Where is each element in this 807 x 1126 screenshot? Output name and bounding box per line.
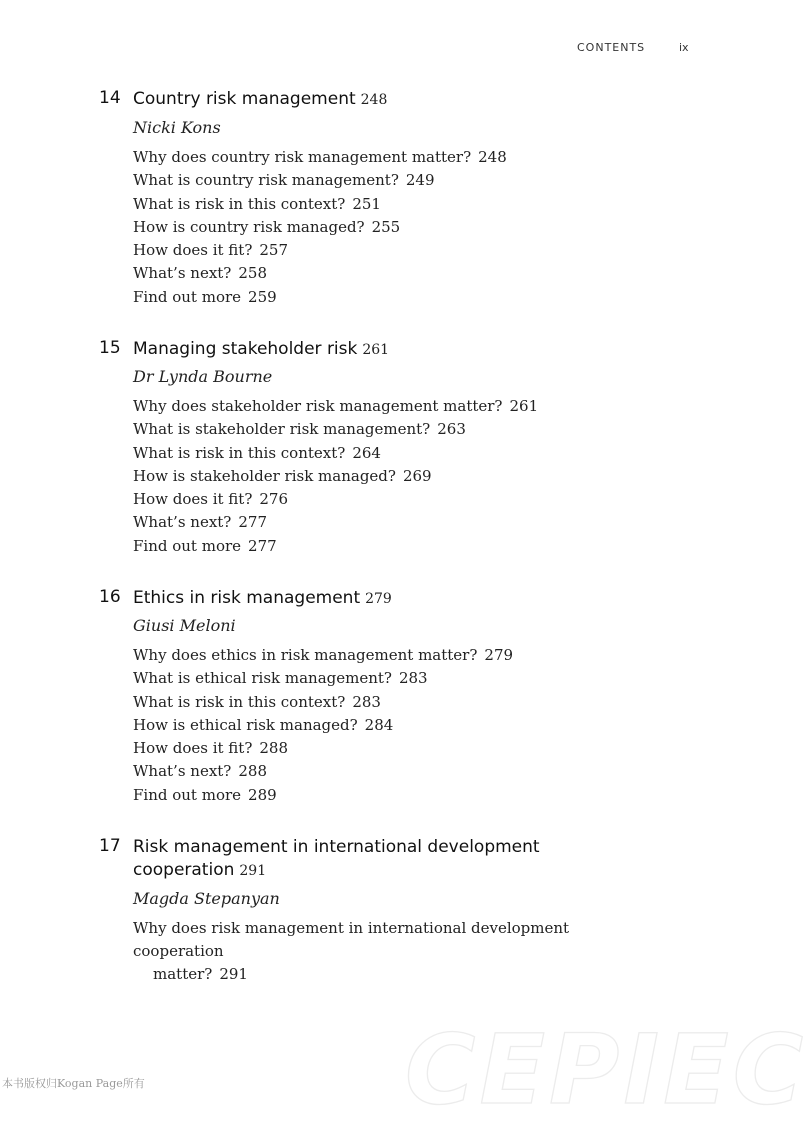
section-entry — [133, 146, 653, 169]
section-entry — [133, 395, 653, 418]
page-number: ix — [679, 41, 689, 54]
section-page: 288 — [238, 762, 267, 781]
section-page: 277 — [238, 513, 267, 532]
section-entry — [133, 760, 653, 783]
section-list — [133, 146, 653, 309]
section-entry — [133, 262, 653, 285]
section-page: 261 — [509, 397, 539, 415]
chapter-title-line-2: cooperation — [133, 860, 235, 880]
section-entry — [133, 667, 653, 690]
section-page: 288 — [259, 739, 289, 758]
section-page: 289 — [248, 785, 277, 804]
section-title: What is risk in this context? — [133, 692, 346, 711]
section-title-line-2-wrap — [133, 963, 653, 986]
chapter-title — [133, 88, 653, 112]
section-title: How does it fit? — [133, 739, 253, 758]
section-title: How is stakeholder risk managed? — [133, 466, 396, 485]
section-title-line-2: matter? — [153, 965, 213, 983]
section-entry — [133, 917, 653, 986]
section-title: What is risk in this context? — [133, 194, 346, 213]
section-entry — [133, 784, 653, 807]
section-page: 283 — [352, 692, 381, 711]
chapter-number: 15 — [99, 338, 121, 358]
section-title-line-1: Why does risk management in international development cooperation — [133, 919, 570, 960]
section-title: What is stakeholder risk management? — [133, 420, 431, 439]
section-entry — [133, 737, 653, 760]
section-entry — [133, 488, 653, 511]
section-page: 251 — [352, 194, 381, 213]
section-page: 248 — [478, 148, 507, 166]
section-list — [133, 644, 653, 807]
footer-note: 本书版权归Kogan Page所有 — [2, 1077, 145, 1090]
section-entry — [133, 418, 653, 441]
chapter-title-text: Ethics in risk management — [133, 588, 361, 608]
section-page: 279 — [484, 646, 514, 664]
section-page: 255 — [371, 217, 401, 236]
running-head — [0, 41, 738, 55]
chapter-title-text: Country risk management — [133, 89, 356, 109]
section-page: 257 — [259, 241, 289, 260]
section-entry — [133, 691, 653, 714]
chapter-number: 14 — [99, 88, 121, 108]
section-title: Find out more — [133, 536, 242, 555]
section-title: Find out more — [133, 785, 242, 804]
chapter-author: Giusi Meloni — [133, 616, 236, 635]
section-page: 249 — [405, 171, 435, 190]
chapter-page: 248 — [360, 92, 388, 108]
section-page: 291 — [219, 965, 248, 983]
section-list — [133, 395, 653, 558]
section-entry — [133, 535, 653, 558]
chapter-title-line-2-wrap — [133, 859, 653, 883]
section-entry — [133, 511, 653, 534]
section-title: What’s next? — [133, 264, 232, 283]
section-entry — [133, 169, 653, 192]
section-entry — [133, 193, 653, 216]
section-page: 263 — [437, 420, 466, 439]
chapter-author: Dr Lynda Bourne — [133, 367, 273, 386]
section-entry — [133, 465, 653, 488]
section-title: Why does ethics in risk management matter? — [133, 646, 478, 664]
chapter-title-text: Managing stakeholder risk — [133, 339, 358, 359]
section-title: What is risk in this context? — [133, 443, 346, 462]
section-title: Find out more — [133, 287, 242, 306]
section-title: How is country risk managed? — [133, 217, 365, 236]
chapter-title — [133, 836, 653, 883]
section-page: 259 — [248, 287, 277, 306]
chapter-title-line-1: Risk management in international development — [133, 837, 540, 857]
section-entry — [133, 286, 653, 309]
chapter-author: Magda Stepanyan — [133, 889, 280, 908]
section-page: 269 — [402, 466, 432, 485]
section-title: How does it fit? — [133, 241, 253, 260]
section-entry — [133, 239, 653, 262]
chapter-number: 17 — [99, 836, 121, 856]
section-entry — [133, 216, 653, 239]
section-entry — [133, 644, 653, 667]
chapter-number: 16 — [99, 587, 121, 607]
section-title: What is country risk management? — [133, 171, 399, 190]
section-title: How does it fit? — [133, 490, 253, 509]
section-title: What’s next? — [133, 513, 232, 532]
chapter-page: 261 — [362, 342, 390, 358]
section-entry — [133, 442, 653, 465]
section-title: What is ethical risk management? — [133, 669, 392, 688]
section-page: 277 — [248, 536, 277, 555]
section-title: Why does country risk management matter? — [133, 148, 472, 166]
section-entry — [133, 714, 653, 737]
section-title: Why does stakeholder risk management matter? — [133, 397, 503, 415]
section-title: What’s next? — [133, 762, 232, 781]
section-title: How is ethical risk managed? — [133, 715, 358, 734]
watermark-logo: CEPIEC — [405, 1014, 807, 1126]
chapter-title — [133, 338, 653, 362]
section-page: 276 — [259, 490, 289, 509]
running-head-label: CONTENTS — [577, 41, 646, 54]
chapter-title — [133, 587, 653, 611]
chapter-page: 291 — [239, 863, 267, 879]
chapter-page: 279 — [365, 591, 392, 607]
section-page: 264 — [352, 443, 381, 462]
section-page: 258 — [238, 264, 267, 283]
chapter-author: Nicki Kons — [133, 118, 221, 137]
section-page: 283 — [398, 669, 428, 688]
section-page: 284 — [364, 715, 394, 734]
